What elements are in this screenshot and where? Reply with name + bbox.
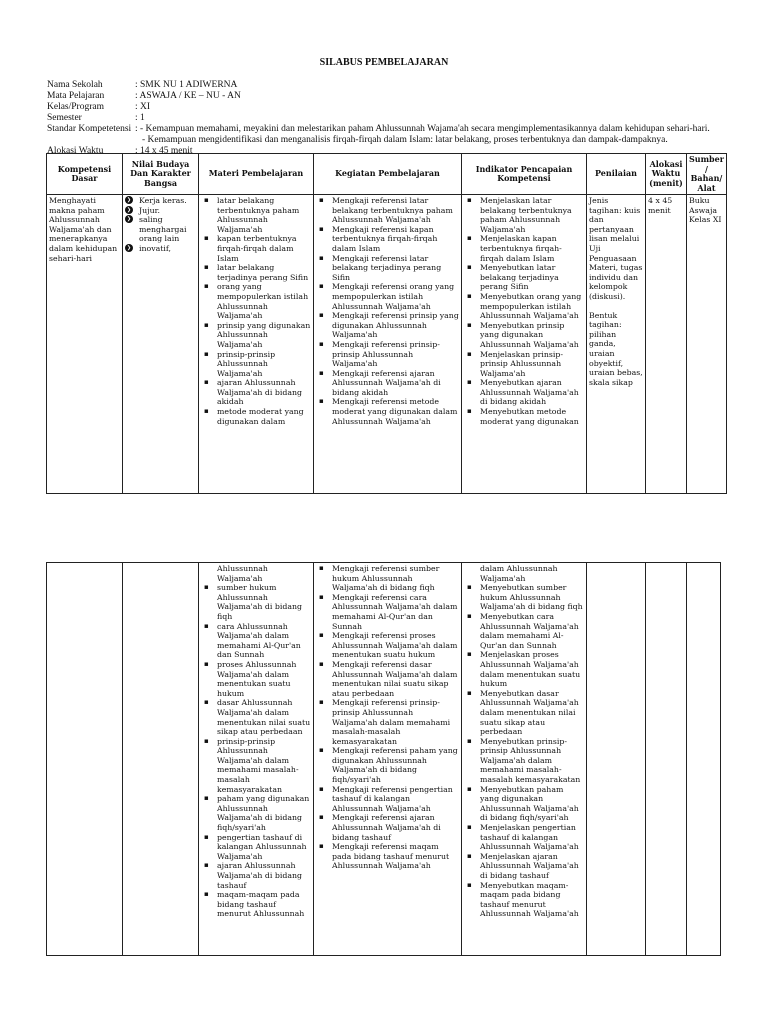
list-item: ▪ Menyebutkan ajaran Ahlussunnah Waljama'ah di bidang akidah bbox=[464, 378, 584, 407]
meta-row bbox=[47, 91, 747, 102]
list-item: ▪ Menyebutkan cara Ahlussunnah Waljama'ah dalam memahami Al-Qur'an dan Sunnah bbox=[464, 612, 584, 650]
meta-value: : ASWAJA / KE – NU - AN bbox=[135, 91, 241, 101]
meta-label: Mata Pelajaran bbox=[47, 91, 105, 101]
meta-label: Semester bbox=[47, 113, 82, 123]
header-cell: Penilaian bbox=[587, 154, 646, 195]
list-item: ▪ prinsip-prinsip Ahlussunnah Waljama'ah dalam memahami masalah-masalah kemasyarakatan bbox=[201, 737, 311, 795]
header-cell: Indikator Pencapaian Kompetensi bbox=[462, 154, 587, 195]
list-item: ❯ Jujur. bbox=[125, 206, 196, 216]
list-item: ▪ Menjelaskan prinsip-prinsip Ahlussunnah Waljama'ah bbox=[464, 350, 584, 379]
materi-cell bbox=[199, 563, 314, 956]
kegiatan-cell bbox=[314, 195, 462, 494]
penilaian-bentuk: Bentuk tagihan: pilihan ganda, uraian obyektif, uraian bebas, skala sikap bbox=[589, 310, 643, 387]
meta-label: Standar Kompetetensi bbox=[47, 124, 132, 134]
list-item: ▪ Menyebutkan orang yang mempopulerkan istilah Ahlussunnah Waljama'ah bbox=[464, 292, 584, 321]
list-item: ▪ Menyebutkan dasar Ahlussunnah Waljama'ah dalam menentukan nilai suatu sikap atau perbedaan bbox=[464, 689, 584, 737]
standar-values bbox=[135, 124, 747, 146]
list-item: ▪ Mengkaji referensi ajaran Ahlussunnah Waljama'ah di bidang tashauf bbox=[316, 813, 459, 842]
table-header-row bbox=[47, 154, 727, 195]
list-item: ▪ Menyebutkan paham yang digunakan Ahlussunnah Waljama'ah di bidang fiqh/syari'ah bbox=[464, 785, 584, 823]
penilaian-cell bbox=[587, 563, 646, 956]
indikator-continued: dalam Ahlussunnah Waljama'ah bbox=[480, 564, 558, 583]
meta-label: Kelas/Program bbox=[47, 102, 104, 112]
list-item: ▪ Menyebutkan prinsip yang digunakan Ahlussunnah Waljama'ah bbox=[464, 321, 584, 350]
header-cell: Sumber / Bahan/ Alat bbox=[687, 154, 727, 195]
header-cell: Materi Pembelajaran bbox=[199, 154, 314, 195]
kompetensi-dasar-cell bbox=[47, 563, 123, 956]
list-item: ▪ Menjelaskan pengertian tashauf di kalangan Ahlussunnah Waljama'ah bbox=[464, 823, 584, 852]
page-title: SILABUS PEMBELAJARAN bbox=[319, 57, 449, 68]
header-cell: Nilai Budaya Dan Karakter Bangsa bbox=[123, 154, 199, 195]
meta-value: : XI bbox=[135, 102, 151, 112]
list-item: ▪ Mengkaji referensi orang yang mempopulerkan istilah Ahlussunnah Waljama'ah bbox=[316, 282, 459, 311]
list-item: ▪ Mengkaji referensi dasar Ahlussunnah Waljama'ah dalam menentukan nilai suatu sikap atau perbedaan bbox=[316, 660, 459, 698]
meta-row bbox=[47, 80, 747, 91]
list-item: ▪ Menyebutkan latar belakang terjadinya perang Sifin bbox=[464, 263, 584, 292]
list-item: ▪ prinsip yang digunakan Ahlussunnah Waljama'ah bbox=[201, 321, 311, 350]
nilai-budaya-cell bbox=[123, 195, 199, 494]
header-cell: Kompetensi Dasar bbox=[47, 154, 123, 195]
list-item: ▪ proses Ahlussunnah Waljama'ah dalam menentukan suatu hukum bbox=[201, 660, 311, 698]
list-item: ▪ Menjelaskan latar belakang terbentuknya paham Ahlussunnah Waljama'ah bbox=[464, 196, 584, 234]
list-item: ▪ Mengkaji referensi prinsip-prinsip Ahlussunnah Waljama'ah bbox=[316, 340, 459, 369]
list-item: ▪ dasar Ahlussunnah Waljama'ah dalam menentukan nilai suatu sikap atau perbedaan bbox=[201, 698, 311, 736]
list-item: ▪ Mengkaji referensi cara Ahlussunnah Waljama'ah dalam memahami Al-Qur'an dan Sunnah bbox=[316, 593, 459, 631]
list-item: ❯ Kerja keras. bbox=[125, 196, 196, 206]
list-item: ▪ sumber hukum Ahlussunnah Waljama'ah di bidang fiqh bbox=[201, 583, 311, 621]
penilaian-jenis: Jenis tagihan: kuis dan pertanyaan lisan melalui Uji Penguasaan Materi, tugas individu dan kelompok (diskusi). bbox=[589, 196, 643, 301]
penilaian-cell bbox=[587, 195, 646, 494]
list-item: ▪ Mengkaji referensi prinsip-prinsip Ahlussunnah Waljama'ah dalam memahami masalah-masalah kemasyarakatan bbox=[316, 698, 459, 746]
list-item: ▪ cara Ahlussunnah Waljama'ah dalam memahami Al-Qur'an dan Sunnah bbox=[201, 622, 311, 660]
materi-continued: Ahlussunnah Waljama'ah bbox=[217, 564, 268, 583]
list-item: ▪ Menjelaskan proses Ahlussunnah Waljama'ah dalam menentukan suatu hukum bbox=[464, 650, 584, 688]
list-item: ▪ Mengkaji referensi proses Ahlussunnah Waljama'ah dalam menentukan suatu hukum bbox=[316, 631, 459, 660]
table-row bbox=[47, 563, 721, 956]
standar-line-2: - Kemampuan mengidentifikasi dan menganalisis firqah-firqah dalam Islam: latar belakang, proses terbentuknya dan dampak-dampaknya. bbox=[142, 135, 668, 145]
indikator-cell bbox=[462, 195, 587, 494]
list-item: ▪ Menyebutkan maqam-maqam pada bidang tashauf menurut Ahlussunnah Waljama'ah bbox=[464, 881, 584, 919]
list-item: ▪ Mengkaji referensi kapan terbentuknya firqah-firqah dalam Islam bbox=[316, 225, 459, 254]
list-item: ▪ Menjelaskan ajaran Ahlussunnah Waljama'ah di bidang tashauf bbox=[464, 852, 584, 881]
standar-kompetensi bbox=[47, 124, 747, 146]
table-row bbox=[47, 195, 727, 494]
list-item: ▪ pengertian tashauf di kalangan Ahlussunnah Waljama'ah bbox=[201, 833, 311, 862]
document-meta bbox=[47, 80, 747, 157]
list-item: ▪ Mengkaji referensi pengertian tashauf di kalangan Ahlussunnah Waljama'ah bbox=[316, 785, 459, 814]
alokasi-cell bbox=[646, 563, 687, 956]
meta-row bbox=[47, 113, 747, 124]
kompetensi-dasar-cell: Menghayati makna paham Ahlussunnah Waljama'ah dan menerapkanya dalam kehidupan sehari-hari bbox=[47, 195, 123, 494]
syllabus-table-2 bbox=[46, 562, 721, 956]
meta-value: : 14 x 45 menit bbox=[135, 146, 193, 156]
list-item: ▪ orang yang mempopulerkan istilah Ahlussunnah Waljama'ah bbox=[201, 282, 311, 320]
materi-cell bbox=[199, 195, 314, 494]
meta-label: Alokasi Waktu bbox=[47, 146, 104, 156]
standar-line-1: : - Kemampuan memahami, meyakini dan melestarikan paham Ahlussunnah Wajama'ah secara mengimplementasikannya dalam kehidupan sehari-hari. bbox=[135, 124, 710, 134]
sumber-cell: Buku Aswaja Kelas XI bbox=[687, 195, 727, 494]
list-item: ▪ ajaran Ahlussunnah Waljama'ah di bidang tashauf bbox=[201, 861, 311, 890]
list-item: ▪ Mengkaji referensi maqam pada bidang tashauf menurut Ahlussunnah Waljama'ah bbox=[316, 842, 459, 871]
header-cell: Kegiatan Pembelajaran bbox=[314, 154, 462, 195]
syllabus-table-1 bbox=[46, 153, 727, 494]
list-item: ▪ Mengkaji referensi latar belakang terbentuknya paham Ahlussunnah Waljama'ah bbox=[316, 196, 459, 225]
list-item: ▪ metode moderat yang digunakan dalam bbox=[201, 407, 311, 426]
kegiatan-cell bbox=[314, 563, 462, 956]
list-item: ▪ Menjelaskan kapan terbentuknya firqah-firqah dalam Islam bbox=[464, 234, 584, 263]
list-item: ▪ latar belakang terjadinya perang Sifin bbox=[201, 263, 311, 282]
list-item: ▪ Menyebutkan prinsip-prinsip Ahlussunnah Waljama'ah dalam memahami masalah-masalah kemasyarakatan bbox=[464, 737, 584, 785]
list-item: ▪ Mengkaji referensi latar belakang terjadinya perang Sifin bbox=[316, 254, 459, 283]
list-item: ▪ Mengkaji referensi sumber hukum Ahlussunnah Waljama'ah di bidang fiqh bbox=[316, 564, 459, 593]
list-item: ▪ prinsip-prinsip Ahlussunnah Waljama'ah bbox=[201, 350, 311, 379]
meta-value: : 1 bbox=[135, 113, 145, 123]
list-item: ▪ ajaran Ahlussunnah Waljama'ah di bidang akidah bbox=[201, 378, 311, 407]
indikator-cell bbox=[462, 563, 587, 956]
list-item: ▪ maqam-maqam pada bidang tashauf menurut Ahlussunnah bbox=[201, 890, 311, 919]
nilai-budaya-cell bbox=[123, 563, 199, 956]
alokasi-cell: 4 x 45 menit bbox=[646, 195, 687, 494]
list-item: ❯ saling menghargai orang lain bbox=[125, 215, 196, 244]
list-item: ▪ Menyebutkan metode moderat yang digunakan bbox=[464, 407, 584, 426]
list-item: ▪ paham yang digunakan Ahlussunnah Waljama'ah di bidang fiqh/syari'ah bbox=[201, 794, 311, 832]
list-item: ▪ Mengkaji referensi ajaran Ahlussunnah Waljama'ah di bidang akidah bbox=[316, 369, 459, 398]
list-item: ▪ kapan terbentuknya firqah-firqah dalam Islam bbox=[201, 234, 311, 263]
list-item: ▪ Mengkaji referensi prinsip yang digunakan Ahlussunnah Waljama'ah bbox=[316, 311, 459, 340]
list-item: ▪ Menyebutkan sumber hukum Ahlussunnah Waljama'ah di bidang fiqh bbox=[464, 583, 584, 612]
meta-value: : SMK NU 1 ADIWERNA bbox=[135, 80, 238, 90]
meta-row bbox=[47, 102, 747, 113]
list-item: ▪ Mengkaji referensi metode moderat yang digunakan dalam Ahlussunnah Waljama'ah bbox=[316, 397, 459, 426]
meta-label: Nama Sekolah bbox=[47, 80, 103, 90]
list-item: ▪ latar belakang terbentuknya paham Ahlussunnah Waljama'ah bbox=[201, 196, 311, 234]
list-item: ▪ Mengkaji referensi paham yang digunakan Ahlussunnah Waljama'ah di bidang fiqh/syari'ah bbox=[316, 746, 459, 784]
sumber-cell bbox=[687, 563, 721, 956]
header-cell: Alokasi Waktu (menit) bbox=[646, 154, 687, 195]
list-item: ❯ inovatif, bbox=[125, 244, 196, 254]
